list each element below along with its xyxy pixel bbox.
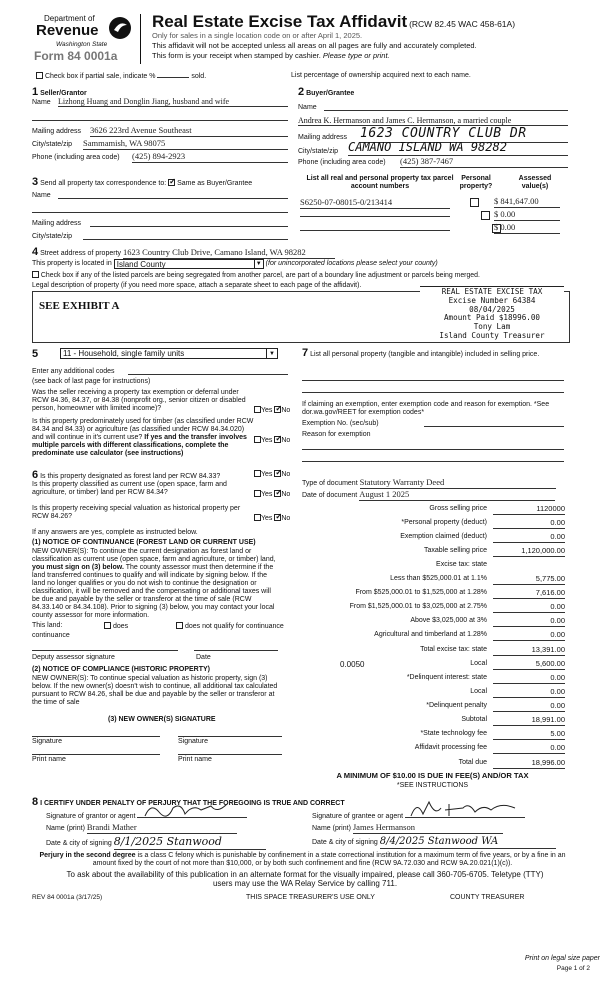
affidavit-fee-row: Affidavit processing fee 0.00: [414, 743, 565, 752]
parcel-col-header: List all real and personal property tax parcel account numbers: [306, 175, 454, 191]
s6-if-yes: If any answers are yes, complete as instructed below.: [32, 529, 198, 536]
s6-q3-answers: Yes ✓ No: [254, 514, 290, 523]
tier4-value[interactable]: 0.00: [493, 617, 565, 627]
delinq-penalty-value[interactable]: 0.00: [493, 702, 565, 712]
assessed-col-header: Assessed value(s): [518, 175, 552, 191]
total-due-value[interactable]: 18,996.00: [493, 759, 565, 769]
exemption-row: Exemption claimed (deduct) 0.00: [400, 532, 565, 541]
grantee-name-field[interactable]: Name (print) James Hermanson: [312, 823, 503, 834]
personal-row: *Personal property (deduct) 0.00: [401, 518, 565, 527]
assessed-value-2: $ 0.00: [494, 210, 560, 221]
stamp-heading: REAL ESTATE EXCISE TAX: [420, 286, 564, 297]
print-name-label-2: Print name: [178, 756, 212, 763]
reason-label: Reason for exemption: [302, 431, 371, 438]
seller-mailing-value: 3626 223rd Avenue Southeast: [90, 126, 288, 137]
subtotal-row: Subtotal 18,991.00: [461, 715, 565, 724]
seller-city-field[interactable]: City/state/zip Sammamish, WA 98075: [32, 141, 288, 149]
section5-num: 5: [32, 348, 39, 360]
continuance-label: continuance: [32, 632, 70, 639]
gross-value[interactable]: 1120000: [493, 505, 565, 515]
this-land-label: This land:: [32, 622, 63, 629]
minimum-note: A MINIMUM OF $10.00 IS DUE IN FEE(S) AND/OR TAX: [336, 771, 529, 780]
assessed-value-1: $ 841,647.00: [494, 197, 560, 208]
grantor-date-value: 8/1/2025 Stanwood: [114, 836, 266, 850]
chevron-down-icon: ▼: [254, 260, 263, 269]
subtotal-value[interactable]: 18,991.00: [493, 716, 565, 726]
s5-q1-answers: Yes ✓ No: [254, 406, 290, 415]
alt-format-notice: To ask about the availability of this publication in an alternate format for the visually impaired, please call 360-705-6705. Teletype (TTY) users may use the WA Relay Service by calling 711.: [66, 870, 544, 889]
stamp-excise: Excise Number 64384: [448, 295, 536, 305]
total-state-row: Total excise tax: state 13,391.00: [420, 645, 565, 654]
s5-q2-yes-checkbox[interactable]: [254, 436, 261, 443]
seller-heading: 1 Seller/Grantor: [32, 86, 87, 98]
delinq-state-value[interactable]: 0.00: [493, 674, 565, 684]
taxable-value[interactable]: 1,120,000.00: [493, 547, 565, 557]
s6-q1-answers: Yes ✓ No: [254, 470, 290, 479]
title-rcw: (RCW 82.45 WAC 458-61A): [409, 19, 516, 29]
page-number: Page 1 of 2: [556, 965, 590, 972]
s5-q1: Was the seller receiving a property tax exemption or deferral under RCW 84.36, 84.37, or 84.38 (nonprofit org., senior citizen or disabled person, homeowner with limited income)?: [32, 389, 246, 413]
buyer-mailing-value: 1623 COUNTRY CLUB DR: [360, 127, 568, 143]
s6-q1: 6 Is this property designated as forest land per RCW 84.33?: [32, 469, 221, 481]
header-line-3: This form is your receipt when stamped by cashier. Please type or print.: [152, 51, 390, 60]
notice1-heading: (1) NOTICE OF CONTINUANCE (FOREST LAND OR CURRENT USE): [32, 539, 256, 546]
s5-q1-yes-checkbox[interactable]: [254, 406, 261, 413]
s3-city-field[interactable]: City/state/zip: [32, 233, 288, 241]
doc-date-value: August 1 2025: [359, 490, 555, 501]
s6-q3-yes-checkbox[interactable]: [254, 514, 261, 521]
s3-name-field[interactable]: Name: [32, 192, 288, 200]
taxable-row: Taxable selling price 1,120,000.00: [423, 546, 565, 555]
new-owner-sig-heading: (3) NEW OWNER(S) SIGNATURE: [108, 716, 216, 723]
s6-q3-no-checkbox[interactable]: [274, 514, 281, 521]
gross-row: Gross selling price 1120000: [429, 504, 565, 513]
grantor-name-field[interactable]: Name (print) Brandi Mather: [46, 823, 237, 834]
county-row: This property is located in Island County ▼ (for unincorporated locations please select your county): [32, 260, 438, 269]
signature-label-2: Signature: [178, 738, 208, 745]
same-as-buyer-checkbox[interactable]: [168, 179, 175, 186]
buyer-city-value: CAMANO ISLAND WA 98282: [348, 141, 568, 156]
excise-state-row: Excise tax: state: [436, 561, 487, 568]
tier4-row: Above $3,025,000 at 3% 0.00: [410, 616, 565, 625]
seller-mailing-field[interactable]: Mailing address 3626 223rd Avenue Southeast: [32, 128, 288, 136]
treasurer-use-label: THIS SPACE TREASURER'S USE ONLY: [246, 894, 375, 901]
local-row: 0.0050 Local 5,600.00: [340, 659, 565, 669]
new-owner-print-line-2[interactable]: [178, 754, 282, 755]
segregated-row: Check box if any of the listed parcels are being segregated from another parcel, are part of a boundary line adjustment or parcels being merged.: [32, 271, 480, 280]
total-due-row: Total due 18,996.00: [458, 758, 565, 767]
legal-desc-label: Legal description of property (if you need more space, attach a separate sheet to each page of the affidavit).: [32, 282, 362, 289]
exemption-value[interactable]: 0.00: [493, 533, 565, 543]
agri-value[interactable]: 0.00: [493, 631, 565, 641]
header-line-2: This affidavit will not be accepted unless all areas on all pages are fully and accurately completed.: [152, 41, 477, 50]
s6-q1-no-checkbox[interactable]: [274, 470, 281, 477]
treasurer-stamp: [420, 286, 564, 342]
seller-city-value: Sammamish, WA 98075: [83, 139, 288, 150]
exemption-text: If claiming an exemption, enter exemption code and reason for exemption. *See dor.wa.gov/REET for exemption codes*: [302, 401, 550, 417]
stamp-date: 08/04/2025: [469, 304, 515, 314]
print-legal-note: Print on legal size paper: [524, 955, 600, 962]
street-address-field[interactable]: 4 Street address of property 1623 Country Club Drive, Camano Island, WA 98282: [32, 246, 362, 259]
deputy-signature-line[interactable]: [32, 650, 178, 651]
s5-q2: Is this property predominately used for timber (as classified under RCW 84.34 and 84.33) or agriculture (as classified under RCW 84.34.020) and will continue in it's current use? If yes and the transfer involves multiple parcels with different classifications, complete the predominate use calculator (see instructions): [32, 418, 254, 458]
grantee-date-field[interactable]: Date & city of signing 8/4/2025 Stanwood WA: [312, 836, 556, 849]
notice2-heading: (2) NOTICE OF COMPLIANCE (HISTORIC PROPERTY): [32, 666, 210, 673]
buyer-heading: 2 Buyer/Grantee: [298, 86, 355, 98]
perjury-notice: Perjury in the second degree is a class C felony which is punishable by confinement in a state correctional institution for a maximum term of five years, or by a fine in an amount fixed by the court of not more than $10,000, or by both such confinement and fine (RCW 9A.72.030 and RCW 9A.20.021(1)(c)).: [39, 852, 566, 868]
local-rate: 0.0050: [340, 660, 365, 669]
wa-state-text: Washington State: [56, 41, 108, 48]
total-state-value[interactable]: 13,391.00: [493, 646, 565, 656]
land-does-not-checkbox[interactable]: [176, 622, 183, 629]
assessed-value-3: $ 0.00: [494, 223, 560, 234]
grantee-date-value: 8/4/2025 Stanwood WA: [380, 836, 556, 849]
s6-q3: Is this property receiving special valuation as historical property per RCW 84.26?: [32, 505, 241, 521]
dor-logo: [30, 12, 134, 64]
parcel-number: S6250-07-08015-0/213414: [300, 198, 450, 209]
buyer-name-value: Andrea K. Hermanson and James C. Hermanson, a married couple: [298, 116, 568, 126]
agri-row: Agricultural and timberland at 1.28% 0.00: [374, 630, 565, 639]
partial-sale-checkbox[interactable]: [36, 72, 43, 79]
delinq-local-value[interactable]: 0.00: [493, 688, 565, 698]
s6-q2-answers: Yes ✓ No: [254, 490, 290, 499]
section7-text: 7 List all personal property (tangible and intangible) included in selling price.: [302, 347, 540, 359]
personal-col-header: Personal property?: [459, 175, 493, 191]
local-value[interactable]: 5,600.00: [493, 660, 565, 670]
chevron-down-icon: ▼: [266, 349, 277, 359]
dept-of-text: Department of: [44, 14, 95, 23]
new-owner-signature-line-1[interactable]: [32, 736, 160, 737]
seller-name-value: Lizhong Huang and Donglin Jiang, husband and wife: [58, 97, 288, 107]
section3-heading: 3 Send all property tax correspondence to: ✓ Same as Buyer/Grantee: [32, 176, 252, 189]
tier2-row: From $525,000.01 to $1,525,000 at 1.28% 7,616.00: [355, 588, 565, 597]
buyer-name-field[interactable]: Name: [298, 104, 568, 112]
header-line-1: Only for sales in a single location code on or after April 1, 2025.: [152, 31, 363, 40]
s6-q1-yes-checkbox[interactable]: [254, 470, 261, 477]
form-title: [152, 12, 515, 32]
legal-desc-value: SEE EXHIBIT A: [39, 300, 120, 312]
tech-fee-row: *State technology fee 5.00: [420, 729, 565, 738]
delinq-local-row: Local 0.00: [470, 687, 565, 696]
deputy-date-label: Date: [196, 654, 211, 661]
grantor-signature-scribble: [137, 800, 247, 820]
signature-label-1: Signature: [32, 738, 62, 745]
deputy-sig-label: Deputy assessor signature: [32, 654, 115, 661]
delinq-penalty-row: *Delinquent penalty 0.00: [426, 701, 565, 710]
new-owner-signature-line-2[interactable]: [178, 736, 282, 737]
land-does-checkbox[interactable]: [104, 622, 111, 629]
county-select[interactable]: Island County ▼: [114, 259, 264, 269]
tier1-value[interactable]: 5,775.00: [493, 575, 565, 585]
ownership-note: List percentage of ownership acquired next to each name.: [291, 72, 471, 79]
doc-date-field[interactable]: Date of document August 1 2025: [302, 490, 555, 501]
revenue-text: Revenue: [36, 22, 99, 39]
grantee-signature-scribble: [405, 798, 525, 820]
s3-mailing-field[interactable]: Mailing address: [32, 220, 288, 228]
personal-value[interactable]: 0.00: [493, 519, 565, 529]
grantor-name-value: Brandi Mather: [87, 823, 237, 834]
land-does-option: does: [104, 622, 128, 631]
buyer-phone-field[interactable]: Phone (including area code) (425) 387-7467: [298, 159, 568, 167]
segregated-checkbox[interactable]: [32, 271, 39, 278]
form-number: Form 84 0001a: [34, 49, 118, 63]
personal-property-line-1[interactable]: [302, 380, 564, 381]
buyer-mailing-field[interactable]: Mailing address 1623 COUNTRY CLUB DR: [298, 134, 568, 142]
use-code-select[interactable]: 11 - Household, single family units ▼: [60, 348, 278, 359]
seller-phone-value: (425) 894-2923: [132, 152, 288, 163]
land-does-not-option: does not qualify for continuance: [176, 622, 284, 631]
exemption-no-field[interactable]: Exemption No. (sec/sub): [302, 420, 564, 428]
county-treasurer-label: COUNTY TREASURER: [450, 894, 525, 901]
tech-fee-value[interactable]: 5.00: [493, 730, 565, 740]
seller-phone-field[interactable]: Phone (including area code) (425) 894-2923: [32, 154, 288, 162]
certify-heading: 8 I CERTIFY UNDER PENALTY OF PERJURY THAT THE FOREGOING IS TRUE AND CORRECT: [32, 796, 345, 808]
stamp-amount: Amount Paid $18996.00: [443, 313, 540, 323]
grantee-name-value: James Hermanson: [353, 823, 503, 834]
buyer-city-field[interactable]: City/state/zip CAMANO ISLAND WA 98282: [298, 148, 568, 156]
see-back-note: (see back of last page for instructions): [32, 378, 151, 385]
tier3-row: From $1,525,000.01 to $3,025,000 at 2.75% 0.00: [349, 602, 565, 611]
partial-sale-row: Check box if partial sale, indicate % sold.: [36, 72, 206, 81]
s6-q2-no-checkbox[interactable]: [274, 490, 281, 497]
seller-name-field[interactable]: Name Lizhong Huang and Donglin Jiang, husband and wife: [32, 99, 288, 107]
deputy-date-line[interactable]: [194, 650, 278, 651]
s5-q1-no-checkbox[interactable]: [274, 406, 281, 413]
notice1-text: NEW OWNER(S): To continue the current designation as forest land or classification as current use (open space, farm and agriculture, or timber) land, you must sign on (3) below. The county assessor must then determine if the land transferred continues to qualify and will indicate by signing below. If the land no longer qualifies or you do not wish to continue the designation or classification, it will be removed and the compensating or additional taxes will be due and payable by the seller or transferor at the time of sale (RCW 84.33.140 or 84.34.108). Prior to signing (3) below, you may contact your local county assessor for more information.: [32, 548, 276, 620]
stamp-office: Island County Treasurer: [439, 330, 545, 340]
grantor-date-field[interactable]: Date & city of signing 8/1/2025 Stanwood: [46, 836, 266, 850]
see-instructions: *SEE INSTRUCTIONS: [396, 782, 469, 789]
tier3-value[interactable]: 0.00: [493, 603, 565, 613]
s6-q2: Is this property classified as current use (open space, farm and agriculture, or timber) land per RCW 84.34?: [32, 481, 227, 497]
affidavit-fee-value[interactable]: 0.00: [493, 744, 565, 754]
revenue-swirl-icon: [108, 16, 132, 40]
personal-property-checkbox-2[interactable]: [481, 211, 490, 220]
rev-number: REV 84 0001a (3/17/25): [32, 894, 103, 901]
s6-q2-yes-checkbox[interactable]: [254, 490, 261, 497]
s5-q2-no-checkbox[interactable]: [274, 436, 281, 443]
grantor-signature-field[interactable]: Signature of grantor or agent: [46, 810, 247, 821]
buyer-phone-value: (425) 387-7467: [400, 157, 568, 168]
doc-type-field[interactable]: Type of document Statutory Warranty Deed: [302, 478, 556, 489]
title-main: Real Estate Excise Tax Affidavit: [152, 12, 408, 31]
personal-property-line-2[interactable]: [302, 392, 564, 393]
additional-codes-field[interactable]: Enter any additional codes: [32, 368, 288, 376]
stamp-name: Tony Lam: [473, 322, 511, 332]
print-name-label-1: Print name: [32, 756, 66, 763]
new-owner-print-line-1[interactable]: [32, 754, 160, 755]
notice2-text: NEW OWNER(S): To continue special valuation as historic property, sign (3) below. If the new owner(s) doesn't wish to continue, all additional tax calculated pursuant to RCW 84.26, shall be due and payable by the seller or transferor at the time of sale: [32, 675, 278, 707]
grantee-signature-field[interactable]: Signature of grantee or agent: [312, 810, 525, 821]
tier1-row: Less than $525,000.01 at 1.1% 5,775.00: [390, 574, 565, 583]
street-address-value: 1623 Country Club Drive, Camano Island, WA 98282: [123, 248, 335, 259]
delinq-state-row: *Delinquent interest: state 0.00: [406, 673, 565, 682]
tier2-value[interactable]: 7,616.00: [493, 589, 565, 599]
s5-q2-answers: Yes ✓ No: [254, 436, 290, 445]
doc-type-value: Statutory Warranty Deed: [360, 478, 556, 489]
personal-property-checkbox-1[interactable]: [470, 198, 479, 207]
